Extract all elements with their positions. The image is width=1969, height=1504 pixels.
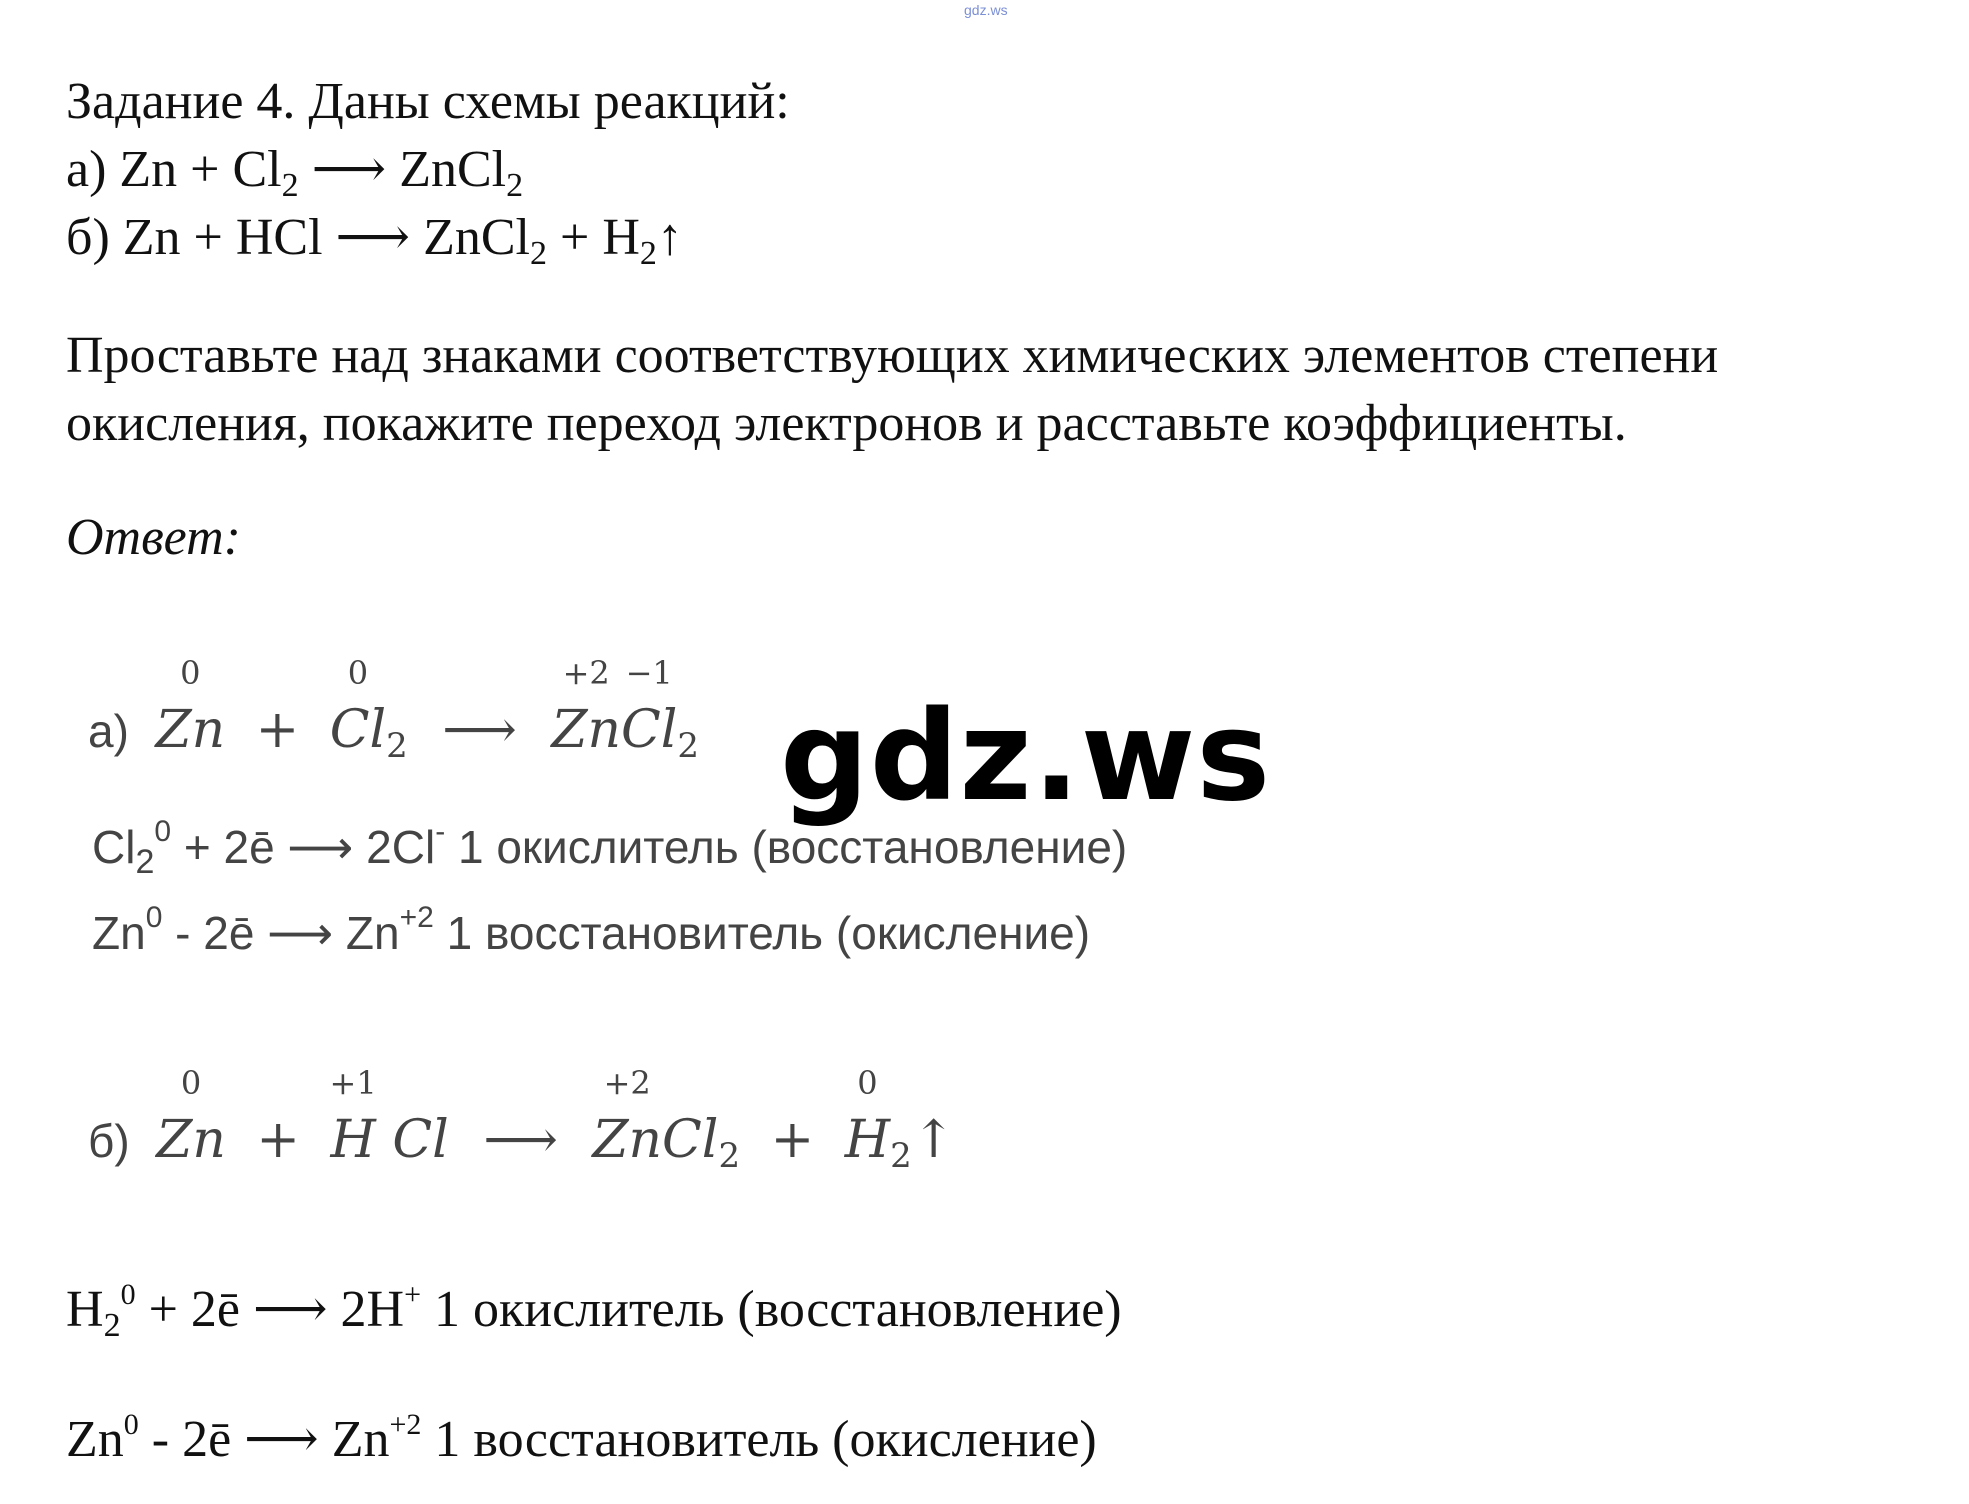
reaction-b-label: б) <box>66 209 110 266</box>
answer-b-half1 <box>66 1278 1122 1344</box>
answer-b-h-symbol: H <box>330 1110 376 1170</box>
a-half2-a-sup: 0 <box>145 901 163 934</box>
b-half1-a-sub: 2 <box>103 1307 121 1344</box>
top-site-mark: gdz.ws <box>964 2 1008 18</box>
reaction-a-label: а) <box>66 141 107 198</box>
a-half1-a: Cl <box>92 821 136 873</box>
answer-a-prod-cl <box>621 654 678 760</box>
answer-a-cl-ox: 0 <box>347 654 369 692</box>
answer-a-zn-ox: 0 <box>180 654 201 692</box>
a-half1-b-sup: - <box>435 815 446 848</box>
answer-a-label: а) <box>88 705 129 757</box>
answer-a-prod-zn <box>551 654 621 760</box>
answer-b-plus1: + <box>256 1110 300 1170</box>
reaction-b-text: Zn + HCl ⟶ ZnCl <box>122 209 530 266</box>
answer-a-prod-cl-symbol: Cl <box>621 700 678 760</box>
b-half1-b-sup: + <box>404 1278 421 1311</box>
answer-a-arrow: ⟶ <box>442 700 517 760</box>
task-reaction-a <box>66 140 524 204</box>
answer-b-prod-cl-sub: 2 <box>718 1136 741 1176</box>
answer-label: Ответ: <box>66 509 241 566</box>
answer-b-arrow: ⟶ <box>483 1110 558 1170</box>
b-half2-a: Zn <box>66 1411 124 1468</box>
answer-a-equation <box>88 654 700 766</box>
answer-a-zn-symbol: Zn <box>155 700 226 760</box>
answer-b-h-ox: +1 <box>329 1064 377 1102</box>
answer-b-zn <box>156 1064 226 1170</box>
answer-b-h2-ox: 0 <box>857 1064 878 1102</box>
task-title: Задание 4. Даны схемы реакций: <box>66 73 790 130</box>
instruction-line-2: окисления, покажите переход электронов и расставьте коэффициенты. <box>66 395 1627 452</box>
b-half1-b: + 2ē ⟶ 2H <box>135 1281 405 1338</box>
instruction-line-1: Проставьте над знаками соответствующих химических элементов степени <box>66 327 1719 384</box>
a-half2-a: Zn <box>92 907 146 959</box>
answer-b-plus2: + <box>770 1110 815 1170</box>
a-half1-a-sub: 2 <box>135 843 155 881</box>
answer-b-h <box>329 1064 377 1170</box>
answer-b-h2-symbol: H <box>844 1110 891 1170</box>
reaction-b-sub2: 2 <box>639 235 657 272</box>
answer-b-prod-cl: Cl <box>662 1110 719 1170</box>
answer-b-h2-sub: 2 <box>890 1136 912 1176</box>
answer-a-prod-zn-symbol: Zn <box>551 700 621 760</box>
answer-a-half1 <box>92 815 1128 881</box>
answer-a-zn <box>155 654 226 760</box>
answer-a-prod-zn-ox: +2 <box>562 654 610 692</box>
answer-b-label: б) <box>88 1115 130 1167</box>
reaction-b-sub1: 2 <box>530 235 547 272</box>
b-half1-c: 1 окислитель (восстановление) <box>434 1281 1122 1338</box>
answer-a-plus: + <box>255 700 300 760</box>
answer-b-prod-zn <box>592 1064 663 1170</box>
answer-a-half2 <box>92 901 1091 960</box>
b-half2-c: 1 восстановитель (окисление) <box>434 1411 1097 1468</box>
answer-a-cl <box>329 654 387 760</box>
answer-b-zn-symbol: Zn <box>156 1110 226 1170</box>
a-half1-b: + 2ē ⟶ 2Cl <box>171 821 436 873</box>
answer-b-cl: Cl <box>392 1110 449 1170</box>
reaction-b-tail: ↑ <box>656 209 683 266</box>
watermark: gdz.ws <box>780 685 1272 829</box>
b-half1-a: H <box>66 1281 104 1338</box>
reaction-a-sub1: 2 <box>281 167 299 204</box>
b-half2-b-sup: +2 <box>389 1408 422 1441</box>
answer-b-prod-zn-symbol: Zn <box>592 1110 663 1170</box>
a-half1-c: 1 окислитель (восстановление) <box>457 821 1128 873</box>
reaction-b-mid: + H <box>547 209 640 266</box>
reaction-a-text: Zn + Cl <box>119 141 282 198</box>
answer-a-prod-cl-ox: −1 <box>625 654 673 692</box>
a-half2-b-sup: +2 <box>399 901 434 934</box>
reaction-a-mid: ⟶ ZnCl <box>298 141 507 198</box>
answer-b-prod-zn-ox: +2 <box>603 1064 651 1102</box>
task-reaction-b <box>66 208 683 272</box>
answer-b-equation <box>88 1064 956 1176</box>
answer-b-zn-ox: 0 <box>180 1064 202 1102</box>
answer-a-cl-symbol: Cl <box>329 700 387 760</box>
answer-b-half2 <box>66 1410 1097 1470</box>
a-half2-c: 1 восстановитель (окисление) <box>446 907 1091 959</box>
b-half2-b: - 2ē ⟶ Zn <box>138 1411 390 1468</box>
answer-a-prod-cl-sub: 2 <box>677 726 700 766</box>
answer-a-cl-sub: 2 <box>386 726 408 766</box>
a-half1-a-sup: 0 <box>154 815 172 848</box>
a-half2-b: - 2ē ⟶ Zn <box>162 907 400 959</box>
b-half2-a-sup: 0 <box>123 1408 139 1441</box>
reaction-a-sub2: 2 <box>506 167 524 204</box>
answer-b-h2-arrow: ↑ <box>911 1110 956 1170</box>
answer-b-h2 <box>844 1064 891 1170</box>
b-half1-a-sup: 0 <box>120 1278 136 1311</box>
